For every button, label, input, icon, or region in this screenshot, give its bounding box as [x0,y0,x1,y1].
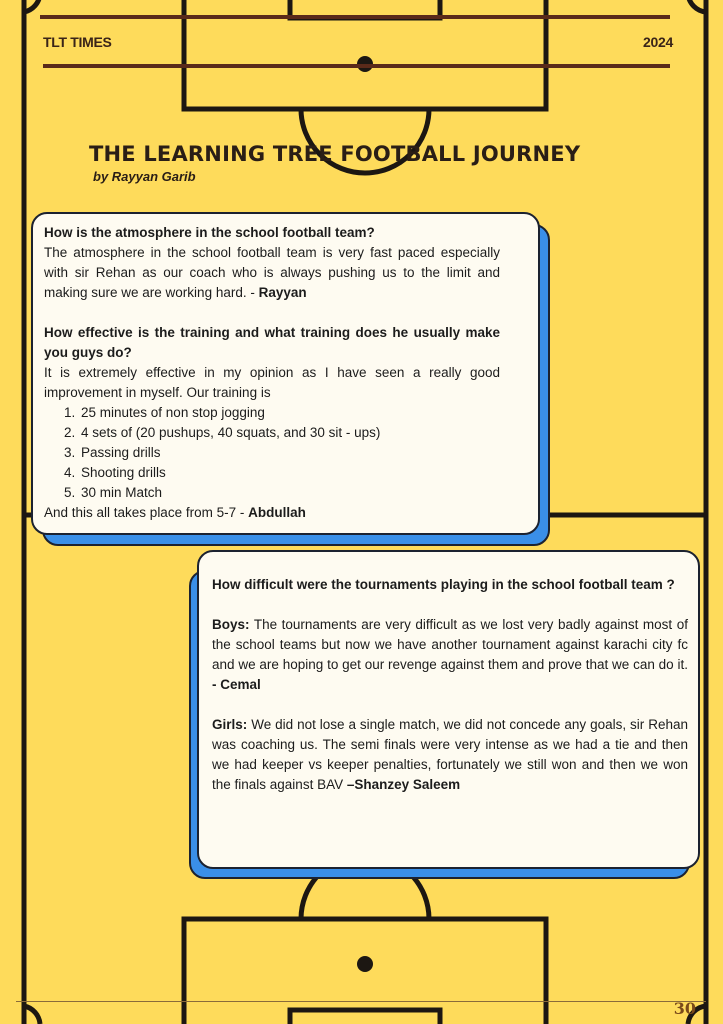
list-item: 5. 30 min Match [79,483,500,503]
article-title: THE LEARNING TREE FOOTBALL JOURNEY [89,142,581,166]
interview-card-training [31,212,540,535]
answer-author: Rayyan [258,285,307,300]
question-tournaments: How difficult were the tournaments playing in the school football team ? [212,577,675,592]
answer-training-end: And this all takes place from 5-7 - Abdullah [44,505,306,520]
list-item: 3. Passing drills [79,443,500,463]
interview-card-tournaments [197,550,700,869]
question-training: How effective is the training and what training does he usually make you guys do? [44,325,500,360]
footer-rule [16,1001,706,1002]
list-item: 4. Shooting drills [79,463,500,483]
list-item: 1. 25 minutes of non stop jogging [79,403,500,423]
list-item: 2. 4 sets of (20 pushups, 40 squats, and 30 sit - ups) [79,423,500,443]
answer-author: Abdullah [248,505,306,520]
issue-year: 2024 [643,34,673,50]
answer-author: - Cemal [212,677,261,692]
magazine-name: TLT TIMES [43,34,112,50]
answer-girls: Girls: We did not lose a single match, we did not concede any goals, sir Rehan was coaching us. The semi finals were very intense as we had a tie and then we had keeper vs keeper penalties, fortunately we still won and then we won the finals against BAV –Shanzey Saleem [212,717,688,792]
question-atmosphere: How is the atmosphere in the school football team? [44,225,375,240]
answer-atmosphere: The atmosphere in the school football team is very fast paced especially with sir Rehan as our coach who is always pushing us to the limit and making sure we are working hard. - Rayyan [44,245,500,300]
answer-author: –Shanzey Saleem [346,777,461,792]
page-number: 30 [673,999,696,1018]
answer-training: It is extremely effective in my opinion as I have seen a really good improvement in myself. Our training is [44,365,500,400]
training-list [44,403,500,503]
article-byline: by Rayyan Garib [93,169,196,184]
answer-boys: Boys: The tournaments are very difficult as we lost very badly against most of the school teams but now we have another tournament against karachi city fc and we are hoping to get our revenge against them and prove that we can do it. - Cemal [212,617,688,692]
